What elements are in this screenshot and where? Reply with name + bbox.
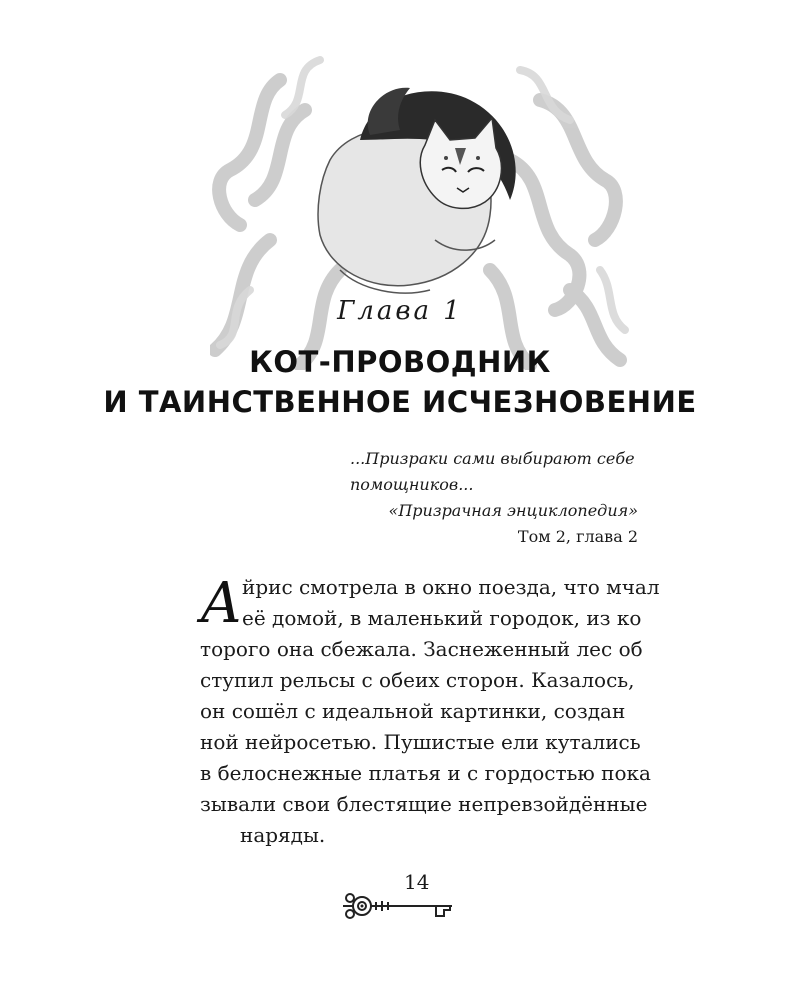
body-line: её домой, в маленький городок, из ко <box>242 606 642 630</box>
body-line: йрис смотрела в окно поезда, что мчал <box>242 575 660 599</box>
body-line: он сошёл с идеальной картинки, создан <box>200 699 626 723</box>
epigraph <box>338 446 638 550</box>
body-line: торого она сбежала. Заснеженный лес об <box>200 637 643 661</box>
body-line: наряды. <box>240 823 326 847</box>
body-line: зывали свои блестящие непревзойдённые <box>200 792 648 816</box>
epigraph-volume: Том 2, глава 2 <box>517 527 638 546</box>
drop-cap: А <box>200 571 243 636</box>
chapter-title-line-1: КОТ-ПРОВОДНИК <box>249 345 551 379</box>
body-line: в белоснежные платья и с гордостью пока <box>200 761 651 785</box>
epigraph-line-2: помощников... <box>350 475 474 494</box>
page-number: 14 <box>404 870 430 894</box>
key-icon <box>340 888 470 924</box>
body-line: ной нейросетью. Пушистые ели кутались <box>200 730 641 754</box>
epigraph-source: «Призрачная энциклопедия» <box>388 501 638 520</box>
body-text <box>200 571 660 851</box>
epigraph-line-1: ...Призраки сами выбирают себе <box>350 449 635 468</box>
chapter-label: Глава 1 <box>337 296 463 326</box>
chapter-title-line-2: И ТАИНСТВЕННОЕ ИСЧЕЗНОВЕНИЕ <box>103 385 697 419</box>
body-line: ступил рельсы с обеих сторон. Казалось, <box>200 668 635 692</box>
page-footer <box>340 870 470 930</box>
chapter-title <box>0 342 800 422</box>
